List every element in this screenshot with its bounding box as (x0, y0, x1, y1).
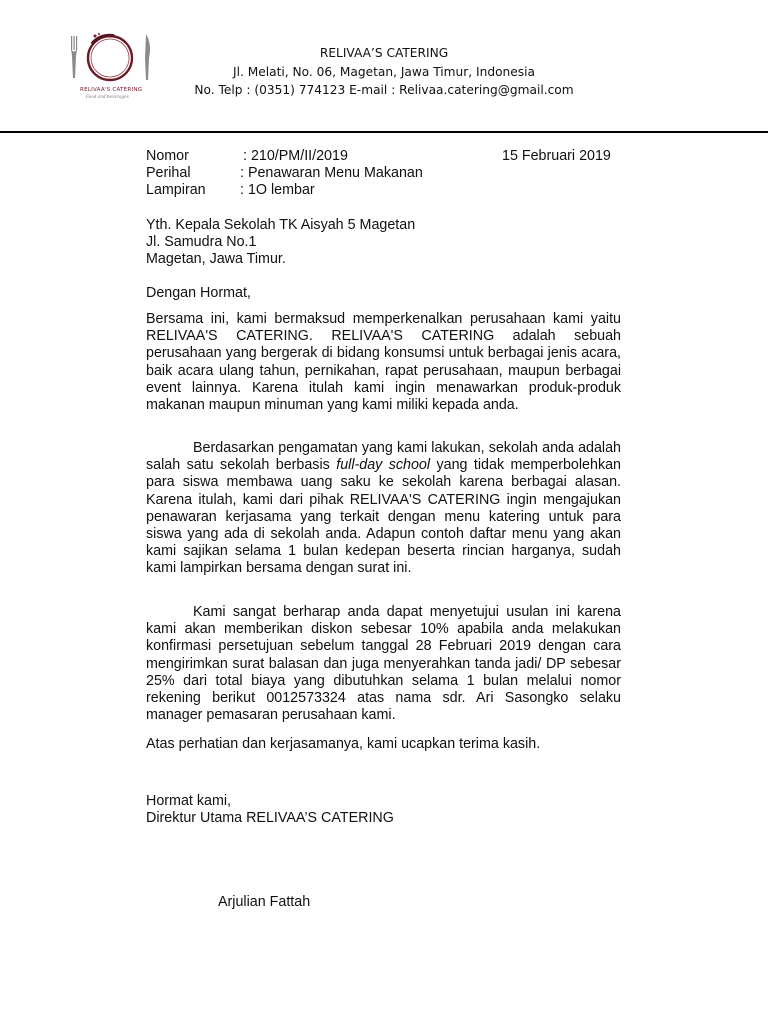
body-paragraph-1: Bersama ini, kami bermaksud memperkenalkan perusahaan kami yaitu RELIVAA'S CATERING. RELIVAA'S CATERING adalah sebuah perusahaan yang bergerak di bidang konsumsi untuk berbagai jenis acara, baik acara ulang tahun, pernikahan, rapat perusahaan, maupun berbagai event lainnya. Karena itulah kami ingin menawarkan produk-produk makanan maupun minuman yang kami miliki kepada anda. (146, 311, 621, 414)
p2-text-end: yang tidak memperbolehkan para siswa membawa uang saku ke sekolah karena berbagai alasan. Karena itulah, kami dari pihak RELIVAA'S CATERING ingin mengajukan penawaran kerjasama yang terkait dengan menu katering untuk para siswa yang ada di sekolah anda. Adapun contoh daftar menu yang akan kami sajikan selama 1 bulan kedepan beserta rincian harganya, sudah kami lampirkan bersama dengan surat ini. (146, 457, 621, 577)
closing-block (146, 793, 394, 827)
letterhead-company: RELIVAA’S CATERING (319, 46, 449, 60)
lampiran-value: : 1O lembar (240, 182, 315, 198)
recipient-line: Yth. Kepala Sekolah TK Aisyah 5 Magetan (146, 217, 416, 233)
body-paragraph-2 (146, 440, 621, 578)
perihal-label: Perihal (146, 165, 191, 181)
nomor-label: Nomor (146, 148, 189, 164)
logo-tagline: Food and beverages (86, 94, 129, 99)
nomor-value: : 210/PM/II/2019 (243, 148, 348, 164)
salutation: Dengan Hormat, (146, 285, 251, 301)
recipient-address (146, 217, 415, 268)
lampiran-label: Lampiran (146, 182, 206, 198)
letterhead (0, 44, 768, 100)
body-paragraph-3 (146, 604, 621, 724)
p2-text-start: Berdasarkan pengamatan yang kami lakukan, sekolah anda adalah salah satu sekolah berbasis (146, 440, 621, 474)
perihal-value: : Penawaran Menu Makanan (240, 165, 423, 181)
closing-regards: Hormat kami, (146, 793, 231, 809)
letterhead-address: Jl. Melati, No. 06, Magetan, Jawa Timur, Indonesia (233, 64, 535, 79)
p3-text: Kami sangat berharap anda dapat menyetujui usulan ini karena kami akan memberikan diskon sebesar 10% apabila anda melakukan konfirmasi persetujuan sebelum tanggal 28 Februari 2019 dengan cara mengirimkan surat balasan dan juga menyerahkan tanda jadi/ DP sebesar 25% dari total biaya yang dibutuhkan selama 1 bulan melalui nomor rekening berikut 0012573324 atas nama sdr. Ari Sasongko selaku manager pemasaran perusahaan kami. (146, 604, 621, 724)
p2-italic-term: full-day school (336, 457, 431, 474)
closing-title: Direktur Utama RELIVAA’S CATERING (146, 810, 394, 826)
meta-lampiran (146, 182, 626, 199)
meta-perihal (146, 165, 626, 182)
letterhead-contact: No. Telp : (0351) 774123 E-mail : Relivaa.catering@gmail.com (194, 83, 574, 97)
body-paragraph-4: Atas perhatian dan kerjasamanya, kami ucapkan terima kasih. (146, 736, 541, 752)
recipient-line: Magetan, Jawa Timur. (146, 251, 286, 267)
signatory-name: Arjulian Fattah (218, 894, 311, 910)
header-divider (0, 131, 768, 133)
logo-company-name: RELIVAA'S CATERING (80, 87, 143, 93)
recipient-line: Jl. Samudra No.1 (146, 234, 257, 250)
letter-date: 15 Februari 2019 (502, 148, 611, 164)
